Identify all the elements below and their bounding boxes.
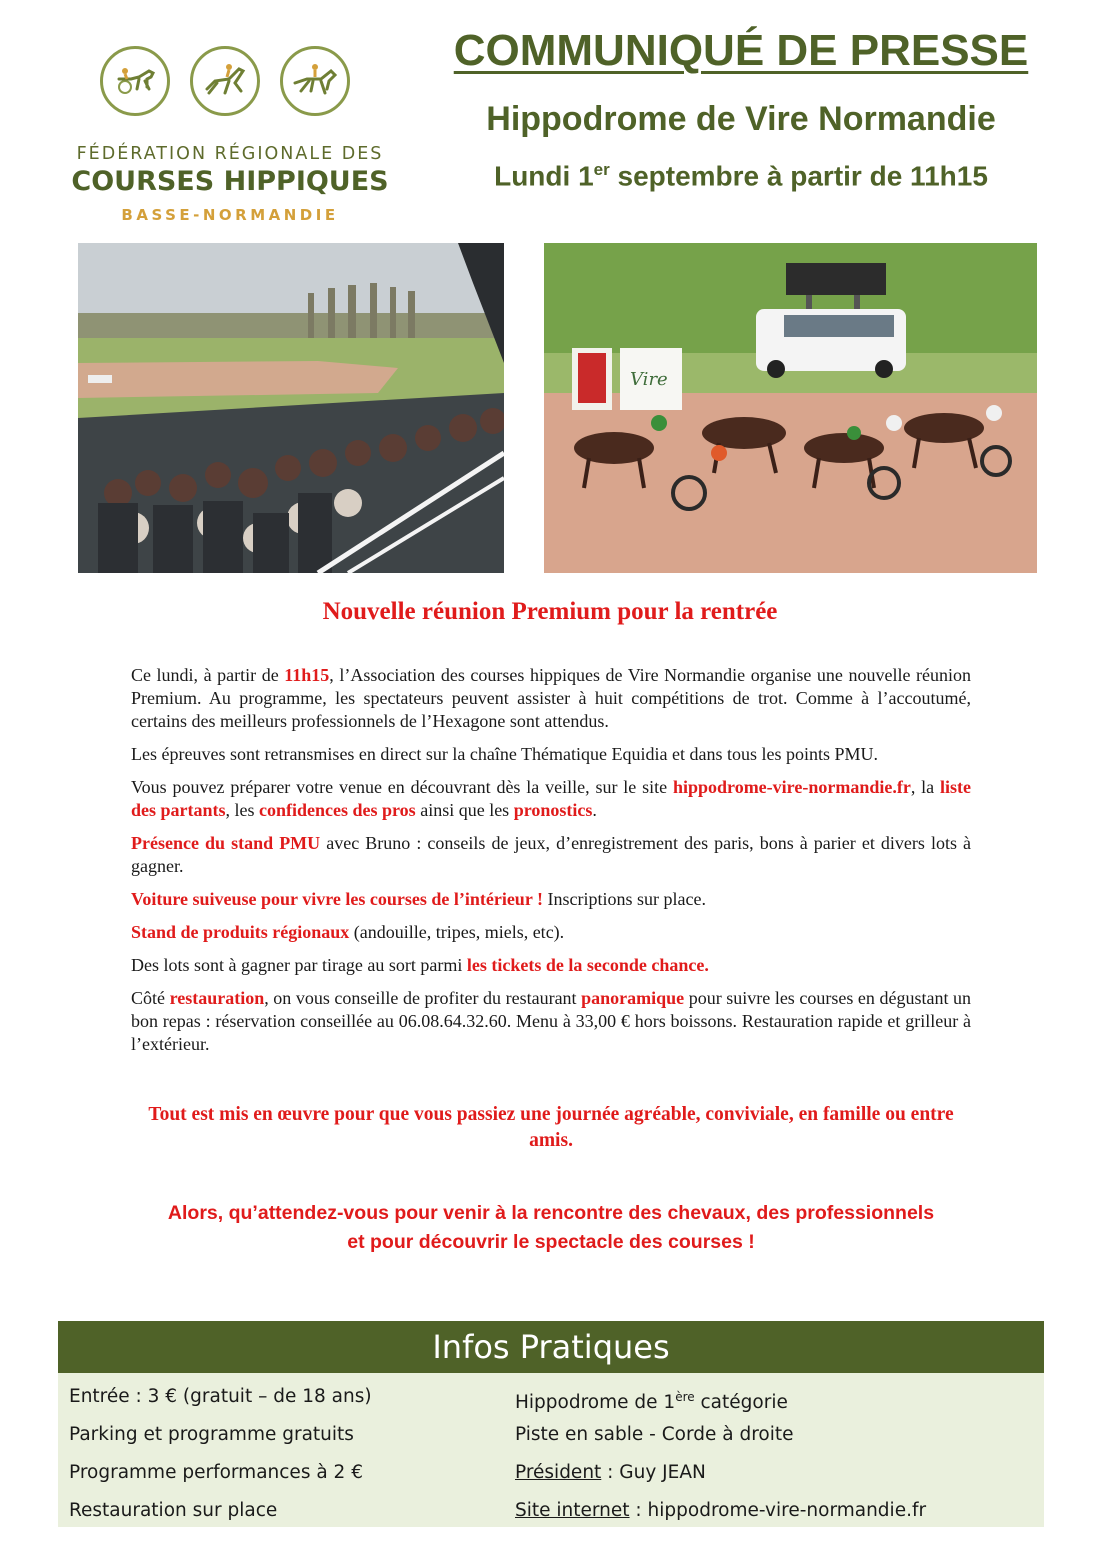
info-programme: Programme performances à 2 € xyxy=(69,1462,363,1483)
logo-line-region: BASSE-NORMANDIE xyxy=(121,206,339,224)
president-value: : Guy JEAN xyxy=(601,1462,706,1483)
text: Inscriptions sur place. xyxy=(542,889,706,909)
date-superscript: er xyxy=(593,160,610,179)
page-subtitle: Hippodrome de Vire Normandie xyxy=(486,100,996,138)
text: Des lots sont à gagner par tirage au sort parmi xyxy=(131,955,467,975)
highlight-tickets: les tickets de la seconde chance. xyxy=(466,955,709,975)
paragraph-regional-products xyxy=(131,921,971,944)
info-restauration: Restauration sur place xyxy=(69,1500,278,1521)
info-parking: Parking et programme gratuits xyxy=(69,1424,354,1445)
text: , l’Association des courses hippiques de Vire Normandie organise une nouvelle réunion Premium. Au programme, les spectateurs peuvent assister à huit compétitions de trot. Comme à l’accoutumé, certains des meilleurs professionnels de l’Hexagone sont attendus. xyxy=(131,665,971,731)
date-prefix: Lundi 1 xyxy=(494,160,594,192)
photo-trotting-race xyxy=(544,243,1037,573)
paragraph-website xyxy=(131,776,971,822)
superscript: ère xyxy=(675,1390,695,1404)
text: (andouille, tripes, miels, etc). xyxy=(349,922,565,942)
federation-logo xyxy=(60,46,400,231)
text: , la xyxy=(910,777,940,797)
jumping-horse-icon xyxy=(190,46,260,116)
cta-line-1: Alors, qu’attendez-vous pour venir à la rencontre des chevaux, des professionnels xyxy=(167,1202,935,1224)
photo-grandstand-crowd xyxy=(78,243,504,573)
highlight-partants: liste des partants xyxy=(131,777,971,820)
infos-right-column xyxy=(515,1383,975,1535)
website-value[interactable]: : hippodrome-vire-normandie.fr xyxy=(629,1500,927,1521)
logo-icons xyxy=(100,46,360,126)
article-headline: Nouvelle réunion Premium pour la rentrée xyxy=(322,598,778,625)
article-body xyxy=(131,664,971,1066)
highlight-pmu: Présence du stand PMU xyxy=(131,833,321,853)
paragraph-intro xyxy=(131,664,971,733)
paragraph-follow-car xyxy=(131,888,971,911)
infos-left-column xyxy=(69,1383,529,1535)
text: avec Bruno : conseils de jeux, d’enregistrement des paris, bons à parier et divers lots à gagner. xyxy=(131,833,972,876)
infos-pratiques-panel xyxy=(58,1321,1044,1527)
galloping-horse-icon xyxy=(280,46,350,116)
text: ainsi que les xyxy=(415,800,514,820)
highlight-products: Stand de produits régionaux xyxy=(131,922,350,942)
text: pour suivre les courses en dégustant un bon repas : réservation conseillée au 06.08.64.32.60. Menu à 33,00 € hors boissons. Restauration rapide et grilleur à l’extérieur. xyxy=(131,988,972,1054)
paragraph-restaurant xyxy=(131,987,971,1056)
event-date xyxy=(430,160,1052,192)
infos-title: Infos Pratiques xyxy=(58,1321,1044,1373)
page-title: COMMUNIQUÉ DE PRESSE xyxy=(453,26,1029,75)
text: , les xyxy=(225,800,260,820)
cta-line-2: et pour découvrir le spectacle des courses ! xyxy=(347,1231,755,1253)
paragraph-pmu-stand xyxy=(131,832,971,878)
text: , on vous conseille de profiter du restaurant xyxy=(264,988,582,1008)
text: catégorie xyxy=(694,1392,788,1414)
info-category xyxy=(515,1383,975,1421)
trotting-horse-icon xyxy=(100,46,170,116)
paragraph-broadcast: Les épreuves sont retransmises en direct sur la chaîne Thématique Equidia et dans tous les points PMU. xyxy=(131,744,878,764)
info-president xyxy=(515,1459,975,1497)
website-link[interactable]: hippodrome-vire-normandie.fr xyxy=(672,777,911,797)
highlight-restauration: restauration xyxy=(169,988,265,1008)
logo-line-courses: COURSES HIPPIQUES xyxy=(71,166,389,197)
president-label: Président xyxy=(515,1462,602,1483)
text: Côté xyxy=(131,988,170,1008)
text: Hippodrome de 1 xyxy=(515,1392,676,1414)
highlight-confidences: confidences des pros xyxy=(259,800,416,820)
date-suffix: septembre à partir de 11h15 xyxy=(609,160,988,192)
text: Vous pouvez préparer votre venue en découvrant dès la veille, sur le site xyxy=(131,777,673,797)
photo-sign-text: Vire xyxy=(630,369,668,390)
highlight-panoramique: panoramique xyxy=(581,988,685,1008)
highlight-pronostics: pronostics xyxy=(513,800,593,820)
website-label: Site internet xyxy=(515,1500,630,1521)
highlight-follow-car: Voiture suiveuse pour vivre les courses de l’intérieur ! xyxy=(131,889,543,909)
highlight-time: 11h15 xyxy=(284,665,330,685)
info-track: Piste en sable - Corde à droite xyxy=(515,1424,794,1445)
text: . xyxy=(592,800,597,820)
text: Ce lundi, à partir de xyxy=(131,665,285,685)
paragraph-lottery xyxy=(131,954,971,977)
info-website xyxy=(515,1497,975,1535)
logo-line-federation: FÉDÉRATION RÉGIONALE DES xyxy=(76,144,384,164)
closing-statement: Tout est mis en œuvre pour que vous passiez une journée agréable, conviviale, en famille ou entre amis. xyxy=(148,1104,954,1151)
info-entree: Entrée : 3 € (gratuit – de 18 ans) xyxy=(69,1386,372,1407)
closing-call-to-action xyxy=(131,1199,971,1257)
